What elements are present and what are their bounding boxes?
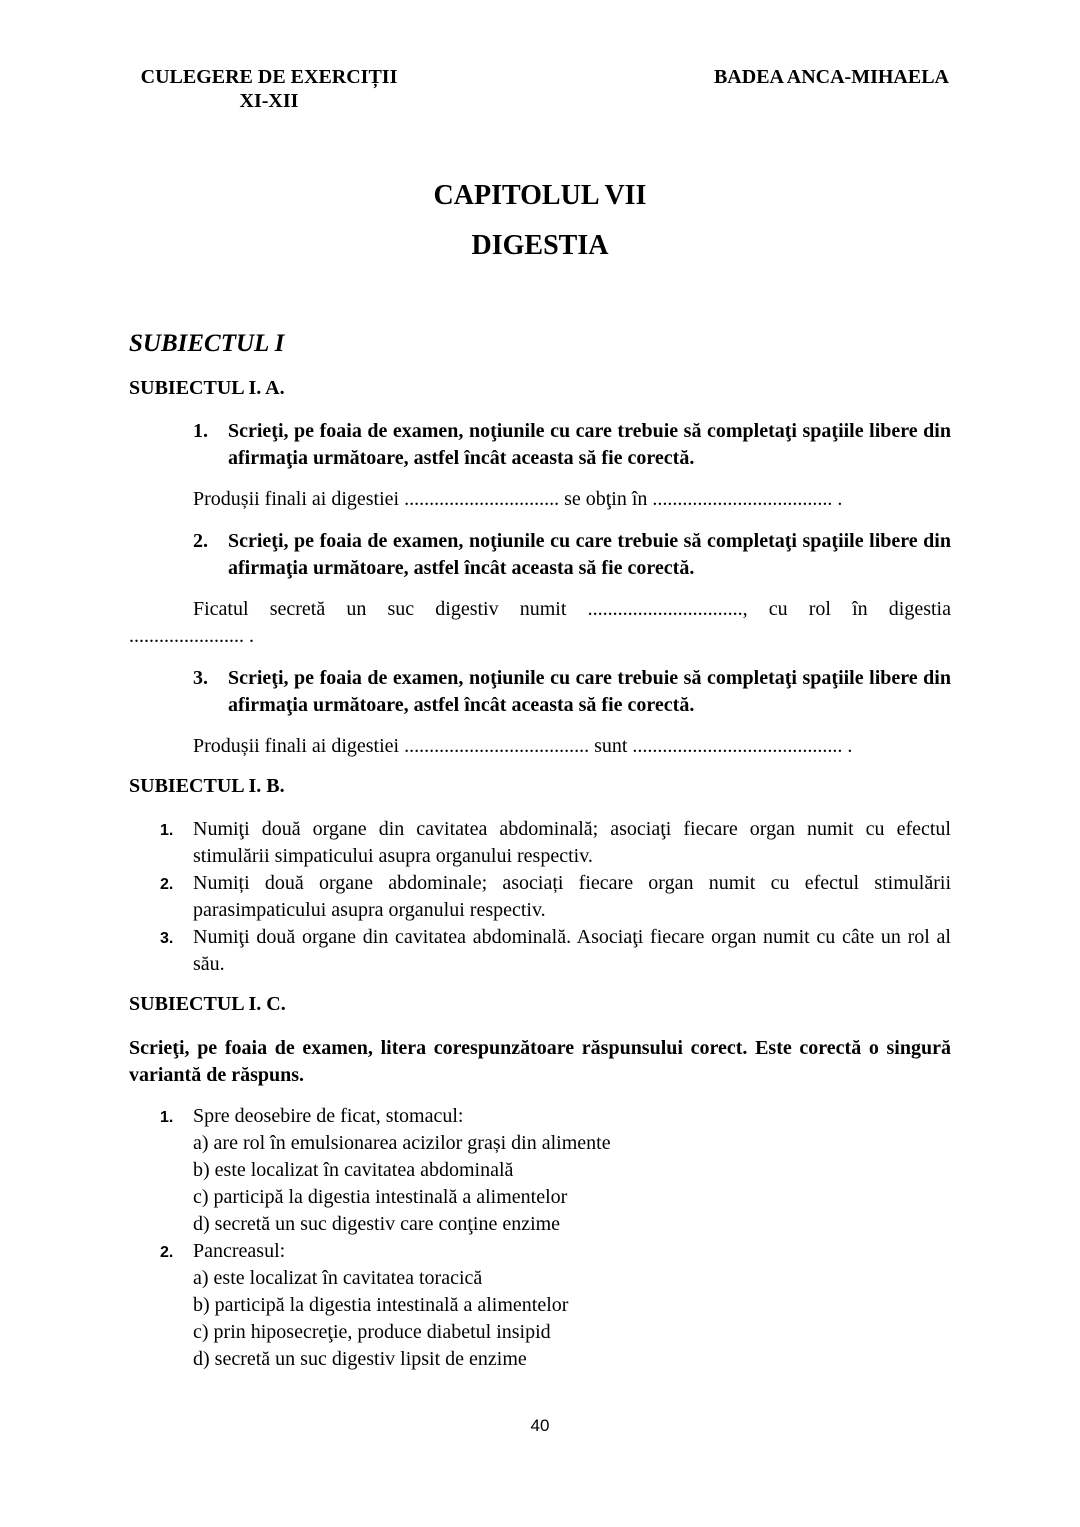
question-number: 2. [160,1244,174,1261]
question-text: Numiţi două organe din cavitatea abdominală. Asociaţi fiecare organ numit cu câte un rol al său. [193,926,951,975]
question-b2 [160,870,951,924]
fill-blank-a2-line1: Ficatul secretă un suc digestiv numit ..............................., cu rol în digestia [193,598,951,620]
section-b-title: SUBIECTUL I. B. [129,775,285,797]
question-number: 3. [193,667,208,689]
question-text: Numiți două organe abdominale; asociați fiecare organ numit cu efectul stimulării parasimpaticului asupra organului respectiv. [193,872,951,921]
option-a: a) are rol în emulsionarea acizilor grași din alimente [193,1132,611,1154]
question-number: 3. [160,930,174,947]
option-a: a) este localizat în cavitatea toracică [193,1267,483,1289]
section-c-instruction: Scrieţi, pe foaia de examen, litera corespunzătoare răspunsului corect. Este corectă o singură variantă de răspuns. [129,1037,951,1086]
question-number: 1. [193,420,208,442]
chapter-title: DIGESTIA [471,230,609,261]
question-a2 [193,528,951,582]
question-a3 [193,665,951,719]
question-a1 [193,418,951,472]
option-d: d) secretă un suc digestiv care conţine enzime [193,1213,561,1235]
question-text: Numiţi două organe din cavitatea abdominală; asociaţi fiecare organ numit cu efectul stimulării simpaticului asupra organului respectiv. [193,818,951,867]
question-number: 1. [160,822,174,839]
question-c2 [160,1238,951,1373]
chapter-number: CAPITOLUL VII [433,180,647,211]
question-instruction: Scrieţi, pe foaia de examen, noţiunile cu care trebuie să completaţi spaţiile libere din afirmaţia următoare, astfel încât aceasta să fie corectă. [228,420,951,469]
question-instruction: Scrieţi, pe foaia de examen, noţiunile cu care trebuie să completaţi spaţiile libere din afirmaţia următoare, astfel încât aceasta să fie corectă. [228,530,951,579]
fill-blank-a1: Produșii finali ai digestiei ............................... se obţin în .................................... . [193,488,843,510]
book-title: CULEGERE DE EXERCIȚII [140,66,398,88]
question-number: 1. [160,1109,174,1126]
book-grades: XI-XII [239,90,299,112]
question-b1 [160,816,951,870]
page-number: 40 [530,1416,550,1435]
option-d: d) secretă un suc digestiv lipsit de enzime [193,1348,527,1370]
option-b: b) participă la digestia intestinală a alimentelor [193,1294,569,1316]
option-c: c) participă la digestia intestinală a alimentelor [193,1186,568,1208]
section-a-title: SUBIECTUL I. A. [129,377,285,399]
header-left [129,65,409,113]
fill-blank-a2-line2: ....................... . [129,625,254,647]
question-instruction: Scrieţi, pe foaia de examen, noţiunile cu care trebuie să completaţi spaţiile libere din afirmaţia următoare, astfel încât aceasta să fie corectă. [228,667,951,716]
subject-heading: SUBIECTUL I [129,330,285,357]
question-text: Spre deosebire de ficat, stomacul: [193,1105,464,1127]
header-author: BADEA ANCA-MIHAELA [713,66,949,88]
option-c: c) prin hiposecreţie, produce diabetul insipid [193,1321,551,1343]
question-number: 2. [193,530,208,552]
option-b: b) este localizat în cavitatea abdominală [193,1159,514,1181]
question-text: Pancreasul: [193,1240,286,1262]
question-c1 [160,1103,951,1238]
fill-blank-a3: Produșii finali ai digestiei ..................................... sunt .......................................... . [193,735,853,757]
question-number: 2. [160,876,174,893]
question-b3 [160,924,951,978]
section-c-title: SUBIECTUL I. C. [129,993,286,1015]
